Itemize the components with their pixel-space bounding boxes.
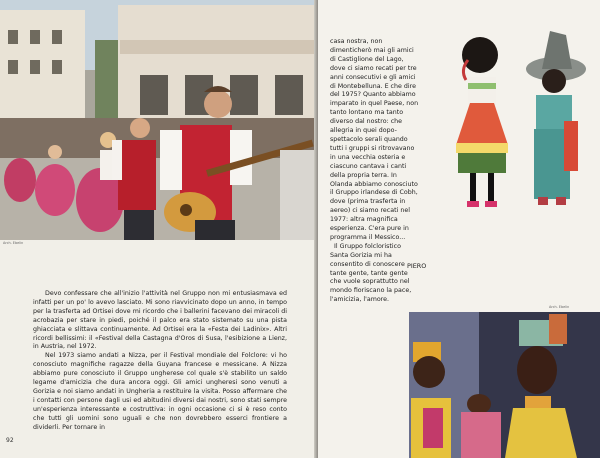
guyana-dancers-photo [409,312,600,458]
paragraph: Devo confessare che all'inizio l'attività nel Gruppo non mi entusiasmava ed infatti per un po' lo avevo lasciato. Mi sono riavvicinato dopo un anno, in tempo per la trasferta ad Ortisei dove mi ricordo che i ballerini facevano dei miracoli di acrobazia per stare in piedi, poiché il palco era stato sistemato su una pista ghiacciata e slittava continuamente. Ad Ortisei era la «Festa dei Ladinix». Altri ricordi bellissimi: il «Festival della Castagna d'Oros di Susa, l'esibizione a Lienz, in Austria, nel 1972. [33,290,287,351]
photo-credit: Arch. Ebelin [549,305,570,309]
paragraph: Il Gruppo folcloristico Santa Gorizia mi ha consentito di conoscere tante gente, tante gente che vuole soprattutto nel mondo fioriscano la pace, l'amicizia, l'amore. [330,242,412,304]
left-body-text [33,290,287,433]
paragraph: Nel 1973 siamo andati a Nizza, per il Festival mondiale del Folclore: vi ho conosciuto magnifiche ragazze della Guyana francese e messicane. A Nizza abbiamo pure conosciuto il Gruppo ungherese col quale s'è stabilito un saldo legame d'amicizia che dura ancora oggi. Gli amici ungheresi sono venuti a Gorizia e noi siamo andati in Ungheria a restituire la visita. Posso affermare che i contatti con persone dagli usi ed abitudini diversi dai nostri, sono stati sempre un'esperienza interessante e costruttiva: in ogni occasione ci si è reso conto che tutti gli uomini sono uguali e che non dovrebbero esserci frontiere a dividerli. Per tornare in [33,352,287,431]
children-costume-illustration [438,25,600,230]
paragraph: casa nostra, non dimenticherò mai gli amici di Castiglione del Lago, dove ci siamo recati per tre anni consecutivi e gli amici di Montebelluna. E che dire del 1975? Quanto abbiamo imparato in quel Paese, non tanto lontano ma tanto diverso dal nostro: che allegria in quei dopo-spettacolo serali quando tutti i gruppi si ritrovavano in una vecchia osteria e ciascuno cantava i canti della propria terra. In Olanda abbiamo conosciuto il Gruppo irlandese di Cobh, dove (prima trasferta in aereo) ci siamo recati nel 1977: altra magnifica esperienza. C'era pure in programma il Messico... [330,38,419,241]
guyana-dancers-photo-illustration [409,312,600,458]
signature: PIERO [407,262,427,270]
page-number: 92 [6,437,14,444]
folk-dance-photo [0,0,318,240]
photo-credit: Arch. Ebelin [3,241,24,245]
folk-dance-photo-illustration [0,0,318,240]
